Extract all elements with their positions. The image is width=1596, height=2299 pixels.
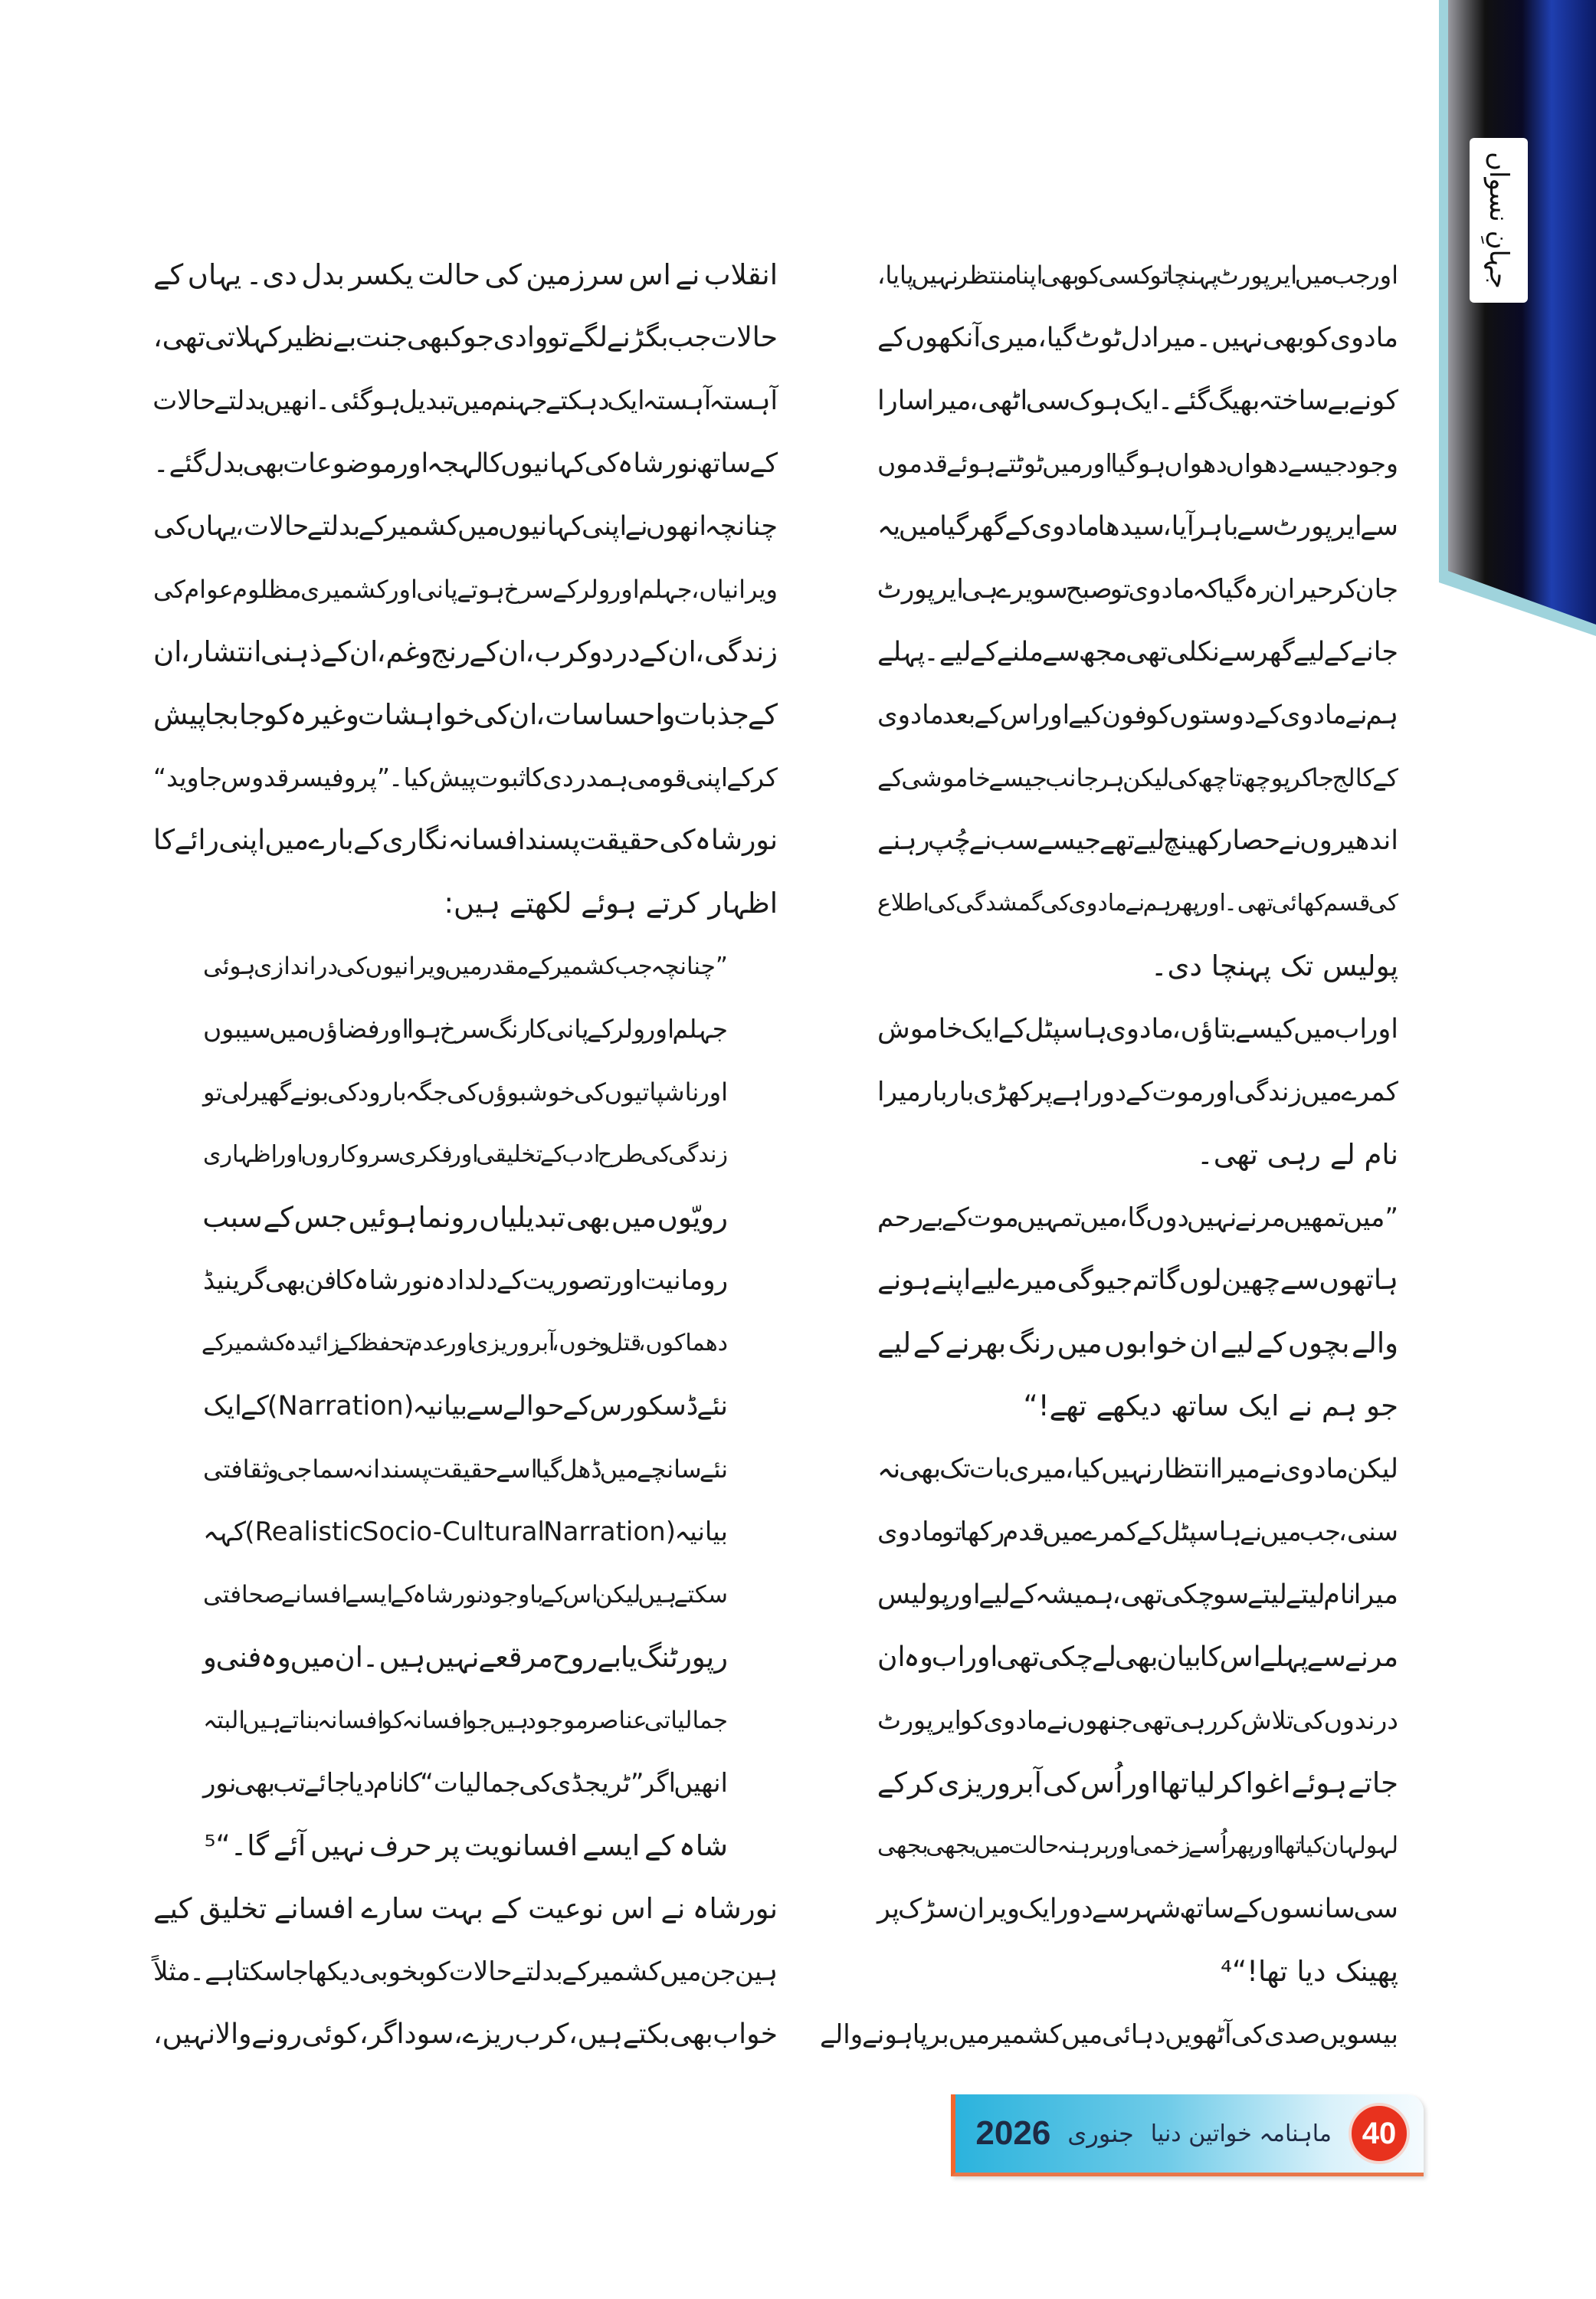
text-line: حالات جب بگڑنے لگے تو وادی جو کبھی جنت بے نظیر کہلاتی تھی، [153,322,778,353]
section-tab-text: جہانِ نسواں [1483,152,1514,289]
text-line: زندگی، ان کے درد و کرب، ان کے رنج و غم، ان کے ذہنی انتشار، ان [153,635,778,668]
quote-line: رویّوں میں بھی تبدیلیاں رونما ہوئیں جس کے سبب [202,1201,728,1234]
text-line: انقلاب نے اس سرزمین کی حالت یکسر بدل دی۔ یہاں کے [153,258,778,291]
section-tab-label [1470,138,1528,303]
text-line: کے جذبات و احساسات، ان کی خواہشات وغیرہ کو جابجا پیش [153,698,778,731]
text-line: ”میں تمھیں مرنے نہیں دوں گا، میں تمہیں موت کے بے رحم [877,1202,1398,1233]
issue-year: 2026 [975,2114,1051,2152]
text-line: وجود جیسے دھواں دھواں ہوگیا اور میں ٹوٹتے ہوئے قدموں [877,448,1398,478]
issue-month: جنوری [1067,2119,1134,2148]
right-text-column [820,244,1398,2066]
page-number: 40 [1349,2103,1410,2164]
text-line: کونے بے ساختہ بھیگ گئے۔ ایک ہوک سی اٹھی، میرا سارا [877,385,1398,416]
quote-line: جہلم اور ولر کے پانی کا رنگ سرخ ہوا اور فضاؤں میں سیبوں [203,1014,728,1044]
text-line: ویرانیاں، جہلم اور ولر کے سرخ ہوتے پانی اور کشمیری مظلوم عوام کی [153,575,778,604]
text-line: ہم نے مادوی کے دوستوں کو فون کیے اور اس کے بعد مادوی [877,700,1398,730]
magazine-name: ماہنامہ خواتین دنیا [1150,2120,1332,2147]
text-line: لیکن مادوی نے میرا انتظار نہیں کیا، میری بات تک بھی نہ [877,1454,1398,1484]
text-line: پھینک دیا تھا!“⁴ [1221,1955,1398,1988]
quote-line: جمالیاتی عناصر موجود ہیں جو افسانہ کو افسانہ بناتے ہیں البتہ [203,1707,728,1734]
text-line: کے ساتھ نورشاہ کی کہانیوں کا لہجہ اور موضوعات بھی بدل گئے۔ [153,448,778,479]
text-line: ہاتھوں سے چھین لوں گا تم جیوگی میرے لیے اپنے ہونے [877,1264,1398,1296]
quote-line: بیانیہ (Realistic Socio-Cultural Narration) کہہ [203,1517,728,1547]
text-line: چنانچہ انھوں نے اپنی کہانیوں میں کشمیر کے بدلتے حالات، یہاں کی [153,511,778,542]
left-text-column [153,244,778,2066]
text-line: کی قسم کھائی تھی۔ اور پھر ہم نے مادوی کی گمشدگی کی اطلاع [877,890,1398,917]
text-line: والے بچوں کے لیے ان خوابوں میں رنگ بھرنے کے لیے [877,1327,1398,1359]
text-line: کمرے میں زندگی اور موت کے دوراہے پر کھڑی بار بار میرا [877,1077,1398,1107]
quote-line: اور ناشپاتیوں کی خوشبوؤں کی جگہ بارود کی بو نے گھیر لی تو [203,1077,728,1107]
text-line: آہستہ آہستہ ایک دہکتے جہنم میں تبدیل ہوگئی۔ انھیں بدلتے حالات [152,385,778,416]
text-line: اور اب میں کیسے بتاؤں، مادوی ہاسپٹل کے ایک خاموش [877,1014,1398,1045]
banner-background [1439,0,1596,636]
quote-line: نئے ڈسکورس کے حوالے سے بیانیہ (Narration) کے ایک [203,1391,728,1422]
quote-line: زندگی کی طرح ادب کے تخلیقی اور فکری سروکاروں اور اظہاری [203,1141,728,1168]
text-line: پولیس تک پہنچا دی۔ [1150,949,1398,982]
quote-line: سکتے ہیں لیکن اس کے باوجود نورشاہ کے ایسے افسانے صحافتی [203,1581,728,1609]
text-line: اور جب میں ایرپورٹ پہنچا تو کسی کو بھی اپنا منتظر نہیں پایا، [877,261,1398,290]
text-line: مادوی کو بھی نہیں۔ میرا دل ٹوٹ گیا، میری آنکھوں کے [877,323,1398,353]
text-line: کے کالج جا کر پوچھ تاچھ کی لیکن ہر جانب جیسے خاموشی کے [877,763,1398,792]
section-tab-banner [1439,0,1596,636]
quote-line: دھماکوں، قتل و خوں، آبروریزی اور عدم تحفظ کے زائیدہ کشمیر کے [201,1330,728,1356]
text-line: بیسویں صدی کی آٹھویں دہائی میں کشمیر میں برپا ہونے والے [820,2019,1398,2050]
text-line: لہولہان کیا تھا اور پھر اُسے زخمی اور برہنہ حالت میں بجھی بجھی [877,1832,1398,1859]
text-line: سنی، جب میں نے ہاسپٹل کے کمرے میں قدم رکھا تو مادوی [877,1517,1398,1547]
text-line: جانے کے لیے گھر سے نکلی تھی مجھ سے ملنے کے لیے۔ پہلے [877,637,1398,667]
quote-line: رپورٹنگ یا بے روح مرقعے نہیں ہیں۔ ان میں وہ فنی و [203,1641,728,1674]
page-footer [951,2094,1424,2176]
text-line: نورشاہ نے اس نوعیت کے بہت سارے افسانے تخلیق کیے [153,1892,778,1925]
quote-line: رومانیت اور تصوریت کے دلدادہ نورشاہ کا فن بھی گرینیڈ [203,1265,728,1296]
quote-line: نئے سانچے میں ڈھل گیا اسے حقیقت پسندانہ سماجی و ثقافتی [203,1455,728,1484]
text-line: نورشاہ کی حقیقت پسند افسانہ نگاری کے بارے میں اپنی رائے کا [153,825,778,856]
quote-line: انھیں اگر ”ٹریجڈی کی جمالیات“ کا نام دیا جائے تب بھی نور [203,1768,728,1799]
text-line: اندھیروں نے حصار کھینچ لیے تھے جیسے سب نے چُپ رہنے [877,825,1398,856]
text-line: میرا نام لیتے لیتے سو چکی تھی، ہمیشہ کے لیے اور پولیس [877,1579,1398,1610]
text-line: جاتے ہوئے اغوا کر لیا تھا اور اُس کی آبروریزی کر کے [877,1766,1398,1799]
text-line: خواب بھی بکتے ہیں، کرب ریزے، سوداگر، کوئی رونے والا نہیں، [153,2019,778,2050]
text-line: درندوں کی تلاش کر رہی تھی جنھوں نے مادوی کو ایرپورٹ [877,1705,1398,1735]
text-line: سی سانسوں کے ساتھ شہر سے دور ایک ویران سڑک پر [877,1894,1398,1924]
quote-line: ”چنانچہ جب کشمیر کے مقدر میں ویرانیوں کی دراندازی ہوئی [203,953,728,980]
text-line: جو ہم نے ایک ساتھ دیکھے تھے!“ [1023,1389,1398,1422]
text-line: اظہار کرتے ہوئے لکھتے ہیں: [444,887,778,920]
text-line: مرنے سے پہلے اس کا بیان بھی لے چکی تھی اور اب وہ ان [877,1641,1398,1673]
text-line: نام لے رہی تھی۔ [1197,1138,1398,1171]
text-line: کر کے اپنی قومی ہمدردی کا ثبوت پیش کیا۔ ”پروفیسر قدوس جاوید“ [153,763,778,792]
quote-line: شاہ کے ایسے افسانویت پر حرف نہیں آئے گا۔“⁵ [204,1829,728,1862]
text-line: سے ایرپورٹ سے باہر آیا، سیدھا مادوی کے گھر گیا میں یہ [877,511,1398,542]
text-line: ہین جن میں کشمیر کے بدلتے حالات کو بخوبی دیکھا جا سکتا ہے۔ مثلاً [153,1956,778,1987]
text-line: جان کر حیران رہ گیا کہ مادوی تو صبح سویرے ہی ایرپورٹ [877,574,1398,605]
